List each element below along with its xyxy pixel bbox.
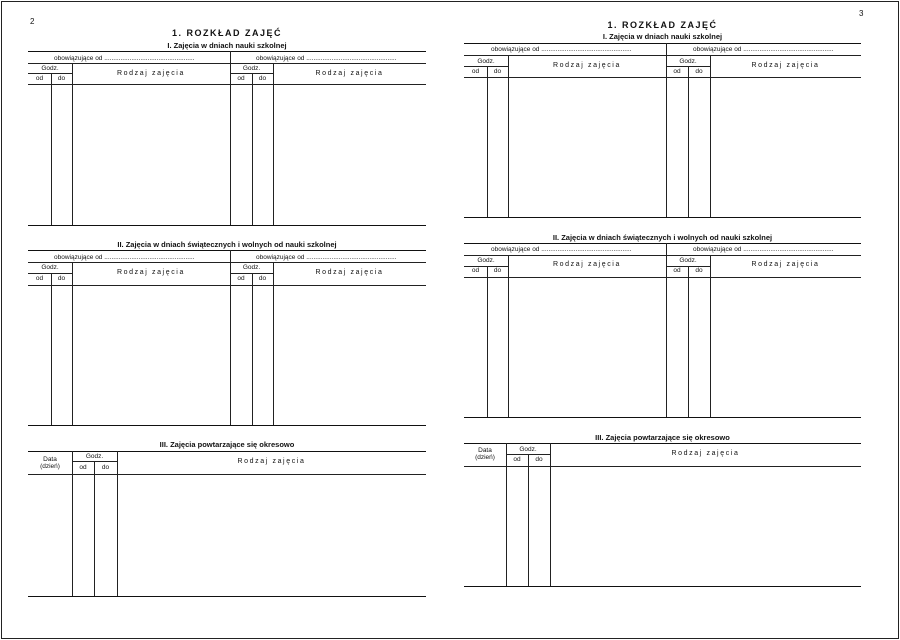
to-header: do [535,456,543,463]
column-divider [51,273,52,425]
from-header: od [673,68,681,75]
activity-header: Rodzaj zajęcia [237,458,306,465]
activity-header: Rodzaj zajęcia [751,62,820,69]
section-heading: II. Zajęcia w dniach świątecznych i wolnych od nauki szkolnej [117,240,337,249]
from-header: od [35,275,44,282]
table-bottom-rule [464,586,861,587]
table-top-rule [464,243,861,244]
to-header: do [695,267,703,274]
header-bottom-rule [28,474,426,475]
hours-header: Godz. [242,65,261,72]
date-header: Data [478,447,492,454]
hours-header: Godz. [477,257,495,264]
day-header: (dzień) [475,454,495,461]
to-header: do [57,275,66,282]
column-divider [666,243,667,417]
column-divider [508,255,509,417]
column-divider [487,66,488,217]
from-header: od [673,267,681,274]
hours-header: Godz. [679,58,697,65]
table-top-rule [28,51,426,52]
from-header: od [513,456,521,463]
valid-from-label: obowiązujące od .................................................. [693,46,834,53]
column-divider [710,55,711,217]
column-divider [72,451,73,596]
header-bottom-rule [464,466,861,467]
column-divider [487,266,488,417]
table-bottom-rule [28,225,426,226]
to-header: do [258,75,267,82]
activity-header: Rodzaj zajęcia [671,450,740,457]
table-rule [464,255,861,256]
to-header: do [57,75,66,82]
table-bottom-rule [28,596,426,597]
column-divider [94,461,95,596]
hours-header: Godz. [85,453,104,460]
section-heading: I. Zajęcia w dniach nauki szkolnej [602,32,723,41]
activity-header: Rodzaj zajęcia [117,70,185,77]
column-divider [273,262,274,425]
header-bottom-rule [464,277,861,278]
table-top-rule [28,451,426,452]
table-rule [464,55,861,56]
hours-header: Godz. [242,264,261,271]
hours-rule [464,66,508,67]
valid-from-label: obowiązujące od .................................................. [256,55,397,62]
section-heading: III. Zajęcia powtarzające się okresowo [159,440,295,449]
hours-header: Godz. [41,65,59,72]
day-header: (dzień) [40,463,60,470]
column-divider [506,443,507,586]
column-divider [688,66,689,217]
valid-from-label: obowiązujące od .................................................. [693,246,834,253]
column-divider [528,454,529,586]
column-divider [51,73,52,225]
column-divider [252,273,253,425]
table-rule [28,262,426,263]
page-title: 1. ROZKŁAD ZAJĘĆ [607,20,718,30]
table-top-rule [464,43,861,44]
table-rule [28,63,426,64]
column-divider [273,63,274,225]
to-header: do [493,68,502,75]
page-frame [1,1,899,639]
hours-rule [28,73,72,74]
table-top-rule [28,250,426,251]
column-divider [230,51,231,225]
page-title: 1. ROZKŁAD ZAJĘĆ [171,28,282,38]
section-heading: II. Zajęcia w dniach świątecznych i wolnych od nauki szkolnej [552,233,773,242]
header-bottom-rule [28,285,426,286]
column-divider [508,55,509,217]
table-top-rule [464,443,861,444]
from-header: od [237,75,245,82]
column-divider [252,73,253,225]
section-heading: III. Zajęcia powtarzające się okresowo [595,433,730,442]
column-divider [72,63,73,225]
activity-header: Rodzaj zajęcia [751,261,820,268]
from-header: od [79,464,87,471]
from-header: od [35,75,44,82]
activity-header: Rodzaj zajęcia [315,70,384,77]
valid-from-label: obowiązujące od .................................................. [54,254,195,261]
section-heading: I. Zajęcia w dniach nauki szkolnej [167,41,287,50]
to-header: do [258,275,267,282]
valid-from-label: obowiązujące od .................................................. [54,55,195,62]
hours-rule [28,273,72,274]
from-header: od [237,275,245,282]
activity-header: Rodzaj zajęcia [117,269,185,276]
to-header: do [695,68,703,75]
page-number: 2 [30,17,35,26]
hours-header: Godz. [477,58,495,65]
column-divider [117,451,118,596]
to-header: do [493,267,502,274]
column-divider [72,262,73,425]
hours-header: Godz. [679,257,697,264]
from-header: od [471,68,480,75]
header-bottom-rule [28,84,426,85]
date-header: Data [43,456,57,463]
valid-from-label: obowiązujące od .................................................. [256,254,397,261]
to-header: do [101,464,110,471]
column-divider [230,250,231,425]
column-divider [688,266,689,417]
column-divider [550,443,551,586]
page-number: 3 [859,9,864,18]
table-bottom-rule [464,417,861,418]
table-bottom-rule [464,217,861,218]
hours-header: Godz. [41,264,59,271]
column-divider [666,43,667,217]
valid-from-label: obowiązujące od .................................................. [491,246,632,253]
activity-header: Rodzaj zajęcia [315,269,384,276]
column-divider [710,255,711,417]
header-bottom-rule [464,77,861,78]
from-header: od [471,267,480,274]
activity-header: Rodzaj zajęcia [553,62,621,69]
valid-from-label: obowiązujące od .................................................. [491,46,632,53]
activity-header: Rodzaj zajęcia [553,261,621,268]
table-bottom-rule [28,425,426,426]
hours-header: Godz. [519,446,537,453]
